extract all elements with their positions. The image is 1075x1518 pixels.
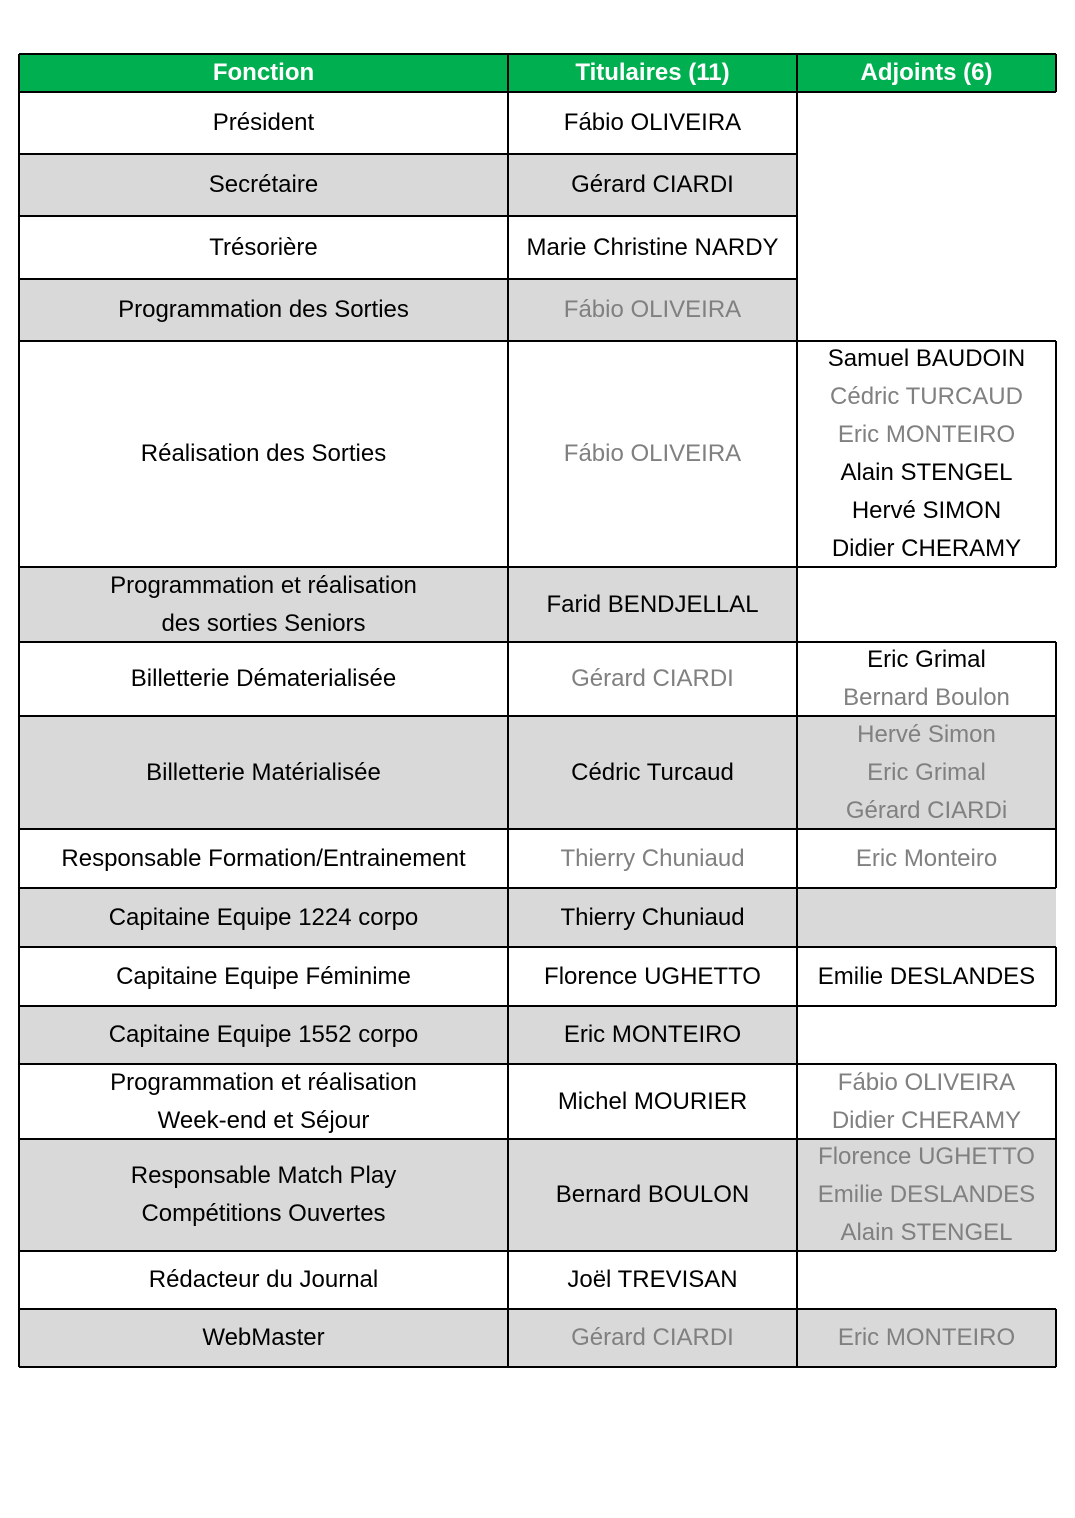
fonction-label: Responsable Formation/Entrainement [61,844,466,872]
titulaire-cell [508,92,797,154]
adjoints-cell [797,567,1056,642]
fonction-label: Programmation et réalisation [110,571,417,599]
adjoints-cell [797,1006,1056,1064]
adjoint-name: Didier CHERAMY [831,535,1022,562]
fonction-label: Programmation et réalisation [110,1068,417,1096]
header-adjoints: Adjoints (6) [797,54,1056,92]
titulaire-cell [508,216,797,279]
adjoints-cell [797,1309,1056,1367]
adjoint-name: Eric MONTEIRO [837,421,1016,448]
adjoints-cell [797,716,1056,829]
adjoints-cell [797,1139,1056,1251]
fonction-cell [19,1064,508,1139]
fonction-label: Capitaine Equipe 1552 corpo [108,1021,419,1048]
fonction-cell [19,279,508,341]
adjoints-cell [797,642,1056,716]
titulaire-name: Gérard CIARDI [571,1324,734,1351]
adjoints-cell [797,1064,1056,1139]
fonction-label: Capitaine Equipe Féminime [116,962,411,990]
adjoint-name: Emilie DESLANDES [817,1181,1036,1208]
titulaire-name: Gérard CIARDI [571,665,734,692]
titulaire-cell [508,888,797,947]
titulaire-name: Bernard BOULON [555,1181,750,1208]
titulaire-name: Farid BENDJELLAL [546,590,759,618]
fonction-cell [19,888,508,947]
titulaire-name: Joël TREVISAN [567,1266,738,1293]
adjoint-name: Alain STENGEL [840,459,1013,486]
adjoint-name: Didier CHERAMY [831,1106,1022,1134]
fonction-label: Week-end et Séjour [157,1106,370,1134]
fonction-cell [19,947,508,1006]
titulaire-cell [508,1006,797,1064]
fonction-label: Programmation des Sorties [118,296,409,323]
titulaire-name: Florence UGHETTO [544,962,761,990]
adjoints-cell [797,341,1056,567]
header-titulaires: Titulaires (11) [508,54,797,92]
adjoint-name: Eric MONTEIRO [837,1324,1016,1351]
adjoint-name: Fábio OLIVEIRA [837,1068,1016,1096]
titulaire-name: Cédric Turcaud [571,758,734,786]
fonction-label: Billetterie Dématerialisée [130,665,397,692]
titulaire-name: Fábio OLIVEIRA [563,109,742,136]
adjoint-name: Eric Grimal [867,646,986,673]
titulaire-cell [508,279,797,341]
fonction-label: Président [212,109,315,136]
fonction-cell [19,1006,508,1064]
fonction-cell [19,216,508,279]
fonction-cell [19,642,508,716]
adjoints-cell [797,1251,1056,1309]
fonction-cell [19,1251,508,1309]
adjoints-cell [797,947,1056,1006]
titulaire-cell [508,829,797,888]
adjoints-cell [797,92,1056,154]
titulaire-cell [508,1139,797,1251]
fonction-cell [19,154,508,216]
titulaire-name: Marie Christine NARDY [526,233,779,261]
fonction-cell [19,341,508,567]
titulaire-cell [508,947,797,1006]
titulaire-name: Eric MONTEIRO [563,1021,742,1048]
fonction-label: Compétitions Ouvertes [141,1200,386,1227]
adjoints-cell [797,888,1056,947]
adjoint-name: Eric Monteiro [855,844,998,872]
fonction-label: Responsable Match Play [130,1162,397,1189]
adjoint-name: Gérard CIARDi [845,796,1008,824]
adjoint-name: Alain STENGEL [840,1219,1013,1246]
titulaire-name: Fábio OLIVEIRA [563,440,742,467]
fonction-cell [19,716,508,829]
adjoints-cell [797,829,1056,888]
titulaire-name: Michel MOURIER [557,1087,748,1115]
fonction-label: Capitaine Equipe 1224 corpo [108,903,419,931]
adjoint-name: Emilie DESLANDES [817,962,1036,990]
adjoints-cell [797,154,1056,216]
titulaire-cell [508,154,797,216]
adjoint-name: Hervé SIMON [851,497,1002,524]
fonction-label: Billetterie Matérialisée [146,758,381,786]
titulaire-name: Thierry Chuniaud [560,903,745,931]
fonction-label: Rédacteur du Journal [148,1266,379,1293]
titulaire-cell [508,341,797,567]
fonction-cell [19,829,508,888]
adjoint-name: Cédric TURCAUD [830,383,1023,410]
titulaire-cell [508,1064,797,1139]
titulaire-name: Gérard CIARDI [571,171,734,198]
fonction-label: Trésorière [209,233,318,261]
fonction-cell [19,1139,508,1251]
adjoint-name: Hervé Simon [857,720,996,748]
adjoints-cell [797,279,1056,341]
adjoint-name: Bernard Boulon [843,684,1010,711]
fonction-cell [19,1309,508,1367]
fonction-cell [19,92,508,154]
adjoint-name: Samuel BAUDOIN [827,345,1026,372]
titulaire-cell [508,1251,797,1309]
fonction-label: WebMaster [202,1324,325,1351]
adjoints-cell [797,216,1056,279]
adjoint-name: Eric Grimal [867,758,986,786]
fonction-label: des sorties Seniors [161,609,366,637]
titulaire-name: Fábio OLIVEIRA [563,296,742,323]
titulaire-cell [508,716,797,829]
titulaire-cell [508,642,797,716]
adjoint-name: Florence UGHETTO [818,1143,1035,1170]
titulaire-name: Thierry Chuniaud [560,844,745,872]
fonction-label: Secrétaire [208,171,319,198]
header-fonction: Fonction [19,54,508,92]
fonction-cell [19,567,508,642]
fonction-label: Réalisation des Sorties [140,440,387,467]
titulaire-cell [508,567,797,642]
titulaire-cell [508,1309,797,1367]
